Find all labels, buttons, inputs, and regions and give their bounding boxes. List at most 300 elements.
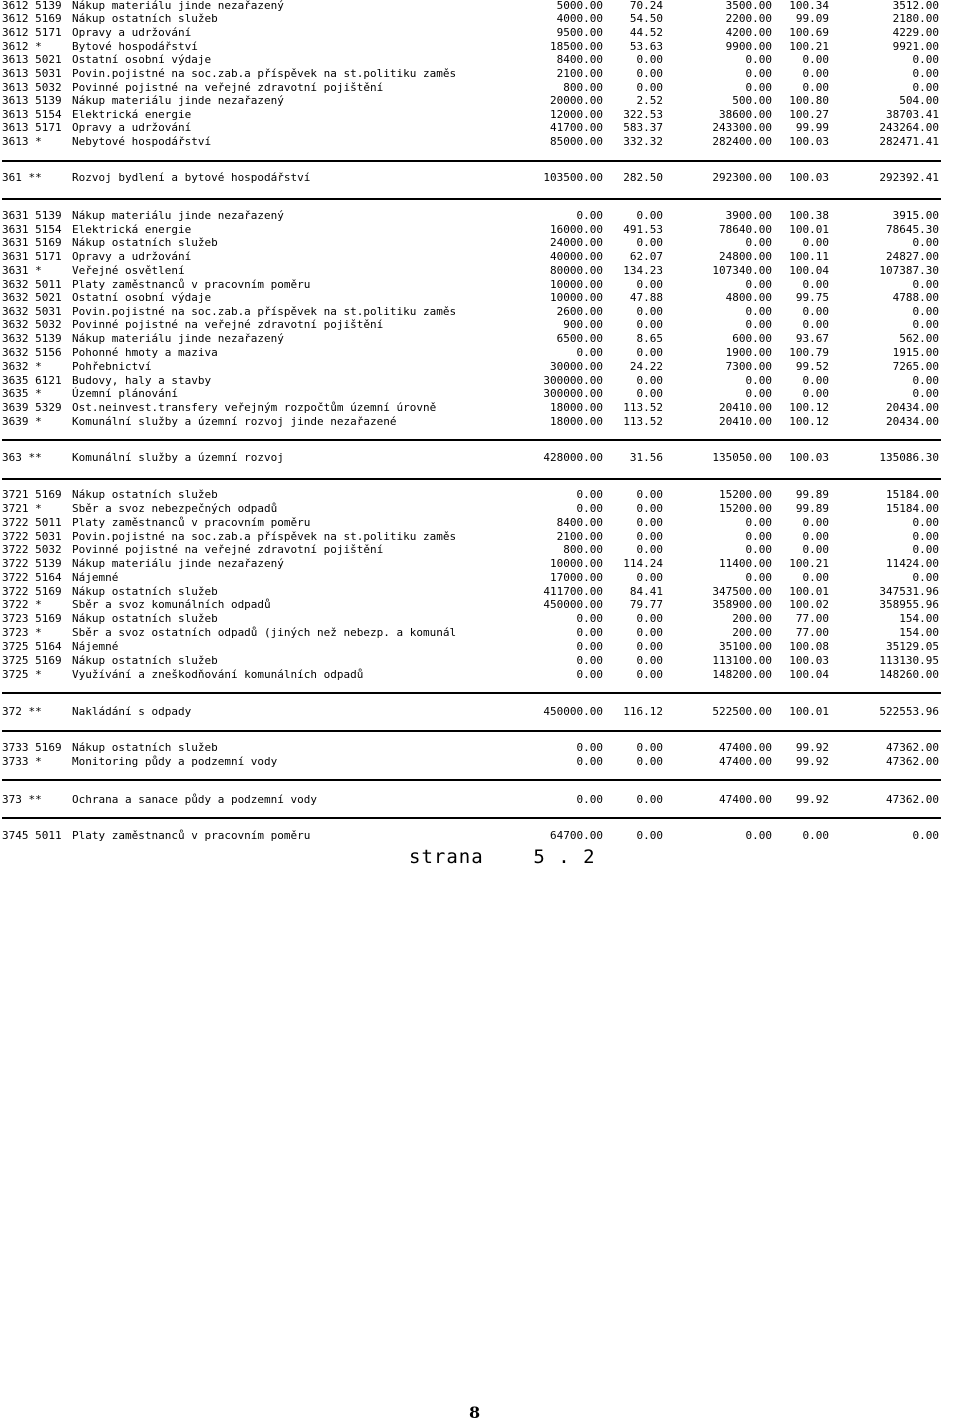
cell-v3: 358900.00 <box>712 598 772 611</box>
cell-v5: 0.00 <box>912 530 939 543</box>
cell-v2: 0.00 <box>636 81 663 94</box>
cell-v2: 0.00 <box>636 829 663 842</box>
cell-v5: 15184.00 <box>886 488 939 501</box>
section-separator <box>2 692 941 694</box>
cell-v3: 0.00 <box>745 543 772 556</box>
cell-v4: 99.99 <box>795 121 829 134</box>
cell-v3: 15200.00 <box>719 502 772 515</box>
cell-v2: 70.24 <box>629 0 663 12</box>
cell-v2: 0.00 <box>636 346 663 359</box>
cell-v1: 450000.00 <box>543 598 603 611</box>
cell-v4: 0.00 <box>802 387 829 400</box>
cell-v1: 40000.00 <box>550 250 603 263</box>
cell-v4: 100.21 <box>789 40 829 53</box>
table-row <box>0 40 960 54</box>
cell-name: Sběr a svoz nebezpečných odpadů <box>72 502 278 515</box>
cell-v5: 243264.00 <box>879 121 939 134</box>
table-row <box>0 668 960 682</box>
section-separator <box>2 730 941 732</box>
cell-v5: 47362.00 <box>886 741 939 754</box>
cell-code: 3631 5169 <box>2 236 62 249</box>
cell-v1: 8400.00 <box>556 516 603 529</box>
table-row <box>0 415 960 429</box>
cell-name: Nákup materiálu jinde nezařazený <box>72 332 284 345</box>
cell-v5: 347531.96 <box>879 585 939 598</box>
cell-v4: 0.00 <box>802 571 829 584</box>
cell-v4: 77.00 <box>795 626 829 639</box>
table-row <box>0 135 960 149</box>
cell-v1: 24000.00 <box>550 236 603 249</box>
cell-v1: 12000.00 <box>550 108 603 121</box>
cell-v4: 0.00 <box>802 305 829 318</box>
table-row <box>0 793 960 807</box>
cell-v1: 800.00 <box>563 81 603 94</box>
cell-v2: 0.00 <box>636 305 663 318</box>
table-row <box>0 516 960 530</box>
cell-code: 3722 5011 <box>2 516 62 529</box>
cell-v1: 411700.00 <box>543 585 603 598</box>
cell-v4: 100.01 <box>789 585 829 598</box>
section-separator <box>2 779 941 781</box>
table-row <box>0 94 960 108</box>
cell-v5: 292392.41 <box>879 171 939 184</box>
cell-v5: 9921.00 <box>892 40 939 53</box>
cell-v4: 100.02 <box>789 598 829 611</box>
cell-v4: 100.03 <box>789 135 829 148</box>
cell-v5: 113130.95 <box>879 654 939 667</box>
cell-code: 3632 * <box>2 360 42 373</box>
footer-page-ref: 5 . 2 <box>533 846 596 868</box>
cell-v2: 0.00 <box>636 640 663 653</box>
cell-v5: 0.00 <box>912 387 939 400</box>
cell-v3: 0.00 <box>745 67 772 80</box>
cell-v3: 0.00 <box>745 829 772 842</box>
cell-code: 3722 5032 <box>2 543 62 556</box>
cell-v4: 100.04 <box>789 264 829 277</box>
cell-name: Nákup ostatních služeb <box>72 488 218 501</box>
cell-v1: 0.00 <box>576 654 603 667</box>
cell-v2: 24.22 <box>629 360 663 373</box>
cell-name: Elektrická energie <box>72 108 192 121</box>
cell-v2: 0.00 <box>636 516 663 529</box>
cell-code: 3632 5011 <box>2 278 62 291</box>
table-row <box>0 171 960 185</box>
cell-v2: 0.00 <box>636 571 663 584</box>
table-row <box>0 318 960 332</box>
cell-v3: 0.00 <box>745 236 772 249</box>
cell-v4: 99.92 <box>795 793 829 806</box>
cell-v1: 80000.00 <box>550 264 603 277</box>
cell-v5: 0.00 <box>912 543 939 556</box>
cell-v4: 100.12 <box>789 401 829 414</box>
cell-v3: 148200.00 <box>712 668 772 681</box>
cell-v2: 332.32 <box>623 135 663 148</box>
cell-v5: 47362.00 <box>886 793 939 806</box>
cell-v3: 113100.00 <box>712 654 772 667</box>
cell-name: Sběr a svoz ostatních odpadů (jiných než nebezp. a komunál <box>72 626 457 639</box>
cell-v1: 18000.00 <box>550 401 603 414</box>
cell-v5: 4788.00 <box>892 291 939 304</box>
page-number: 8 <box>469 1403 481 1422</box>
cell-v5: 15184.00 <box>886 502 939 515</box>
cell-code: 3632 5032 <box>2 318 62 331</box>
cell-v1: 10000.00 <box>550 557 603 570</box>
cell-v5: 282471.41 <box>879 135 939 148</box>
cell-v3: 47400.00 <box>719 755 772 768</box>
cell-name: Využívání a zneškodňování komunálních odpadů <box>72 668 364 681</box>
cell-v4: 0.00 <box>802 67 829 80</box>
footer-strana-label: strana <box>409 846 484 868</box>
cell-v4: 0.00 <box>802 53 829 66</box>
cell-name: Nakládání s odpady <box>72 705 192 718</box>
cell-code: 3613 5021 <box>2 53 62 66</box>
cell-v4: 99.92 <box>795 755 829 768</box>
cell-name: Pohonné hmoty a maziva <box>72 346 218 359</box>
cell-code: 3723 * <box>2 626 42 639</box>
cell-v3: 0.00 <box>745 516 772 529</box>
cell-code: 372 ** <box>2 705 42 718</box>
cell-v1: 6500.00 <box>556 332 603 345</box>
cell-v4: 100.03 <box>789 451 829 464</box>
table-row <box>0 360 960 374</box>
table-row <box>0 387 960 401</box>
cell-v2: 0.00 <box>636 612 663 625</box>
cell-v5: 7265.00 <box>892 360 939 373</box>
table-row <box>0 291 960 305</box>
cell-v1: 10000.00 <box>550 291 603 304</box>
cell-name: Ostatní osobní výdaje <box>72 53 212 66</box>
cell-v1: 300000.00 <box>543 387 603 400</box>
cell-name: Územní plánování <box>72 387 178 400</box>
cell-v3: 20410.00 <box>719 415 772 428</box>
cell-v1: 2600.00 <box>556 305 603 318</box>
table-row <box>0 640 960 654</box>
cell-v3: 24800.00 <box>719 250 772 263</box>
cell-code: 361 ** <box>2 171 42 184</box>
cell-code: 3613 * <box>2 135 42 148</box>
cell-v4: 100.27 <box>789 108 829 121</box>
table-row <box>0 571 960 585</box>
cell-v3: 7300.00 <box>725 360 772 373</box>
cell-v4: 100.04 <box>789 668 829 681</box>
cell-v3: 47400.00 <box>719 741 772 754</box>
cell-v5: 0.00 <box>912 305 939 318</box>
cell-v3: 3500.00 <box>725 0 772 12</box>
table-row <box>0 705 960 719</box>
cell-v5: 0.00 <box>912 53 939 66</box>
cell-v2: 47.88 <box>629 291 663 304</box>
cell-v4: 0.00 <box>802 829 829 842</box>
cell-name: Nákup ostatních služeb <box>72 612 218 625</box>
cell-v2: 0.00 <box>636 654 663 667</box>
cell-code: 3613 5154 <box>2 108 62 121</box>
cell-v4: 100.79 <box>789 346 829 359</box>
cell-v5: 0.00 <box>912 374 939 387</box>
table-row <box>0 121 960 135</box>
cell-v1: 9500.00 <box>556 26 603 39</box>
cell-v3: 0.00 <box>745 571 772 584</box>
cell-code: 3722 5031 <box>2 530 62 543</box>
cell-code: 3612 * <box>2 40 42 53</box>
cell-v2: 0.00 <box>636 53 663 66</box>
cell-v5: 78645.30 <box>886 223 939 236</box>
cell-code: 3639 * <box>2 415 42 428</box>
cell-v4: 100.34 <box>789 0 829 12</box>
cell-v3: 35100.00 <box>719 640 772 653</box>
cell-v1: 16000.00 <box>550 223 603 236</box>
cell-v4: 99.52 <box>795 360 829 373</box>
table-row <box>0 236 960 250</box>
cell-name: Platy zaměstnanců v pracovním poměru <box>72 278 311 291</box>
cell-v1: 18000.00 <box>550 415 603 428</box>
section-separator <box>2 160 941 162</box>
cell-v2: 62.07 <box>629 250 663 263</box>
cell-v1: 0.00 <box>576 488 603 501</box>
cell-v2: 31.56 <box>629 451 663 464</box>
cell-name: Nákup materiálu jinde nezařazený <box>72 94 284 107</box>
cell-name: Nákup materiálu jinde nezařazený <box>72 0 284 12</box>
cell-v3: 2200.00 <box>725 12 772 25</box>
cell-name: Povinné pojistné na veřejné zdravotní pojištění <box>72 81 384 94</box>
cell-v3: 3900.00 <box>725 209 772 222</box>
cell-v2: 0.00 <box>636 502 663 515</box>
table-row <box>0 374 960 388</box>
cell-v5: 0.00 <box>912 278 939 291</box>
cell-v5: 522553.96 <box>879 705 939 718</box>
section-separator <box>2 478 941 480</box>
cell-v4: 100.03 <box>789 171 829 184</box>
cell-v1: 0.00 <box>576 640 603 653</box>
table-row <box>0 209 960 223</box>
cell-v1: 800.00 <box>563 543 603 556</box>
cell-name: Ost.neinvest.transfery veřejným rozpočtům územní úrovně <box>72 401 437 414</box>
cell-v3: 243300.00 <box>712 121 772 134</box>
table-row <box>0 264 960 278</box>
cell-v5: 358955.96 <box>879 598 939 611</box>
cell-v2: 0.00 <box>636 374 663 387</box>
cell-v1: 0.00 <box>576 209 603 222</box>
cell-code: 3612 5171 <box>2 26 62 39</box>
cell-name: Veřejné osvětlení <box>72 264 185 277</box>
cell-v5: 38703.41 <box>886 108 939 121</box>
table-row <box>0 278 960 292</box>
cell-name: Nákup materiálu jinde nezařazený <box>72 557 284 570</box>
cell-v2: 84.41 <box>629 585 663 598</box>
cell-code: 363 ** <box>2 451 42 464</box>
cell-v2: 0.00 <box>636 668 663 681</box>
table-row <box>0 26 960 40</box>
cell-code: 3725 5164 <box>2 640 62 653</box>
cell-v5: 4229.00 <box>892 26 939 39</box>
cell-v1: 64700.00 <box>550 829 603 842</box>
cell-v1: 0.00 <box>576 741 603 754</box>
cell-code: 3613 5171 <box>2 121 62 134</box>
cell-v1: 300000.00 <box>543 374 603 387</box>
table-row <box>0 654 960 668</box>
cell-v1: 8400.00 <box>556 53 603 66</box>
cell-v2: 114.24 <box>623 557 663 570</box>
cell-code: 3632 5139 <box>2 332 62 345</box>
cell-v1: 85000.00 <box>550 135 603 148</box>
cell-v2: 2.52 <box>636 94 663 107</box>
cell-name: Opravy a udržování <box>72 250 192 263</box>
section-separator <box>2 198 941 200</box>
cell-v2: 53.63 <box>629 40 663 53</box>
cell-name: Nebytové hospodářství <box>72 135 212 148</box>
cell-name: Nákup ostatních služeb <box>72 741 218 754</box>
cell-v1: 0.00 <box>576 755 603 768</box>
cell-code: 3632 5156 <box>2 346 62 359</box>
cell-v1: 18500.00 <box>550 40 603 53</box>
cell-v5: 47362.00 <box>886 755 939 768</box>
table-row <box>0 741 960 755</box>
cell-v2: 0.00 <box>636 741 663 754</box>
cell-v2: 583.37 <box>623 121 663 134</box>
cell-code: 3635 6121 <box>2 374 62 387</box>
cell-v1: 20000.00 <box>550 94 603 107</box>
cell-v2: 0.00 <box>636 793 663 806</box>
cell-v2: 491.53 <box>623 223 663 236</box>
cell-name: Pohřebnictví <box>72 360 152 373</box>
cell-v2: 322.53 <box>623 108 663 121</box>
cell-v3: 0.00 <box>745 305 772 318</box>
cell-v4: 100.03 <box>789 654 829 667</box>
cell-v1: 900.00 <box>563 318 603 331</box>
cell-code: 3733 * <box>2 755 42 768</box>
cell-v5: 3512.00 <box>892 0 939 12</box>
cell-name: Povin.pojistné na soc.zab.a příspěvek na st.politiku zaměs <box>72 67 457 80</box>
cell-v4: 99.89 <box>795 502 829 515</box>
cell-v2: 134.23 <box>623 264 663 277</box>
cell-code: 3721 * <box>2 502 42 515</box>
table-row <box>0 612 960 626</box>
table-row <box>0 401 960 415</box>
table-row <box>0 626 960 640</box>
table-row <box>0 53 960 67</box>
cell-v4: 0.00 <box>802 236 829 249</box>
cell-v5: 0.00 <box>912 81 939 94</box>
cell-v5: 0.00 <box>912 318 939 331</box>
cell-v2: 116.12 <box>623 705 663 718</box>
cell-code: 3722 5139 <box>2 557 62 570</box>
table-row <box>0 223 960 237</box>
cell-v3: 107340.00 <box>712 264 772 277</box>
cell-code: 3635 * <box>2 387 42 400</box>
cell-v2: 282.50 <box>623 171 663 184</box>
cell-name: Nákup ostatních služeb <box>72 12 218 25</box>
cell-v4: 99.09 <box>795 12 829 25</box>
cell-name: Rozvoj bydlení a bytové hospodářství <box>72 171 311 184</box>
cell-v1: 4000.00 <box>556 12 603 25</box>
cell-v3: 15200.00 <box>719 488 772 501</box>
table-row <box>0 557 960 571</box>
cell-name: Nájemné <box>72 640 119 653</box>
cell-v1: 0.00 <box>576 612 603 625</box>
cell-v4: 99.89 <box>795 488 829 501</box>
cell-v2: 44.52 <box>629 26 663 39</box>
table-row <box>0 530 960 544</box>
cell-v5: 0.00 <box>912 67 939 80</box>
table-row <box>0 67 960 81</box>
cell-v2: 0.00 <box>636 755 663 768</box>
cell-code: 3613 5032 <box>2 81 62 94</box>
cell-v2: 0.00 <box>636 626 663 639</box>
cell-name: Komunální služby a územní rozvoj jinde nezařazené <box>72 415 397 428</box>
cell-v5: 1915.00 <box>892 346 939 359</box>
cell-code: 3723 5169 <box>2 612 62 625</box>
cell-name: Budovy, haly a stavby <box>72 374 212 387</box>
cell-code: 3631 5139 <box>2 209 62 222</box>
cell-v2: 0.00 <box>636 543 663 556</box>
cell-v5: 20434.00 <box>886 401 939 414</box>
cell-code: 3722 5164 <box>2 571 62 584</box>
cell-v2: 0.00 <box>636 530 663 543</box>
cell-name: Povin.pojistné na soc.zab.a příspěvek na st.politiku zaměs <box>72 305 457 318</box>
cell-name: Platy zaměstnanců v pracovním poměru <box>72 516 311 529</box>
cell-v3: 200.00 <box>732 612 772 625</box>
cell-v4: 0.00 <box>802 543 829 556</box>
cell-v2: 0.00 <box>636 67 663 80</box>
cell-v4: 0.00 <box>802 530 829 543</box>
cell-code: 3632 5021 <box>2 291 62 304</box>
cell-v5: 154.00 <box>899 626 939 639</box>
cell-v4: 100.69 <box>789 26 829 39</box>
cell-name: Sběr a svoz komunálních odpadů <box>72 598 271 611</box>
cell-v3: 347500.00 <box>712 585 772 598</box>
cell-v3: 0.00 <box>745 318 772 331</box>
cell-v3: 38600.00 <box>719 108 772 121</box>
cell-v5: 2180.00 <box>892 12 939 25</box>
cell-v1: 10000.00 <box>550 278 603 291</box>
cell-code: 3631 * <box>2 264 42 277</box>
cell-v5: 0.00 <box>912 571 939 584</box>
cell-v4: 93.67 <box>795 332 829 345</box>
cell-code: 3613 5139 <box>2 94 62 107</box>
table-row <box>0 829 960 843</box>
cell-v4: 100.08 <box>789 640 829 653</box>
cell-v5: 504.00 <box>899 94 939 107</box>
cell-v1: 17000.00 <box>550 571 603 584</box>
cell-v3: 11400.00 <box>719 557 772 570</box>
cell-name: Opravy a udržování <box>72 26 192 39</box>
cell-code: 3725 * <box>2 668 42 681</box>
cell-v3: 4800.00 <box>725 291 772 304</box>
cell-v3: 0.00 <box>745 530 772 543</box>
cell-v4: 99.92 <box>795 741 829 754</box>
cell-name: Povinné pojistné na veřejné zdravotní pojištění <box>72 543 384 556</box>
table-row <box>0 543 960 557</box>
cell-v1: 0.00 <box>576 793 603 806</box>
cell-code: 3632 5031 <box>2 305 62 318</box>
cell-v5: 562.00 <box>899 332 939 345</box>
cell-name: Ochrana a sanace půdy a podzemní vody <box>72 793 318 806</box>
cell-v2: 0.00 <box>636 387 663 400</box>
cell-code: 3631 5171 <box>2 250 62 263</box>
cell-v5: 0.00 <box>912 516 939 529</box>
section-separator <box>2 439 941 441</box>
cell-v4: 99.75 <box>795 291 829 304</box>
cell-v4: 100.01 <box>789 223 829 236</box>
cell-v5: 107387.30 <box>879 264 939 277</box>
cell-v3: 0.00 <box>745 374 772 387</box>
cell-v3: 500.00 <box>732 94 772 107</box>
cell-name: Opravy a udržování <box>72 121 192 134</box>
cell-v4: 0.00 <box>802 278 829 291</box>
cell-v4: 100.38 <box>789 209 829 222</box>
cell-name: Nájemné <box>72 571 119 584</box>
cell-v3: 4200.00 <box>725 26 772 39</box>
cell-v1: 0.00 <box>576 346 603 359</box>
